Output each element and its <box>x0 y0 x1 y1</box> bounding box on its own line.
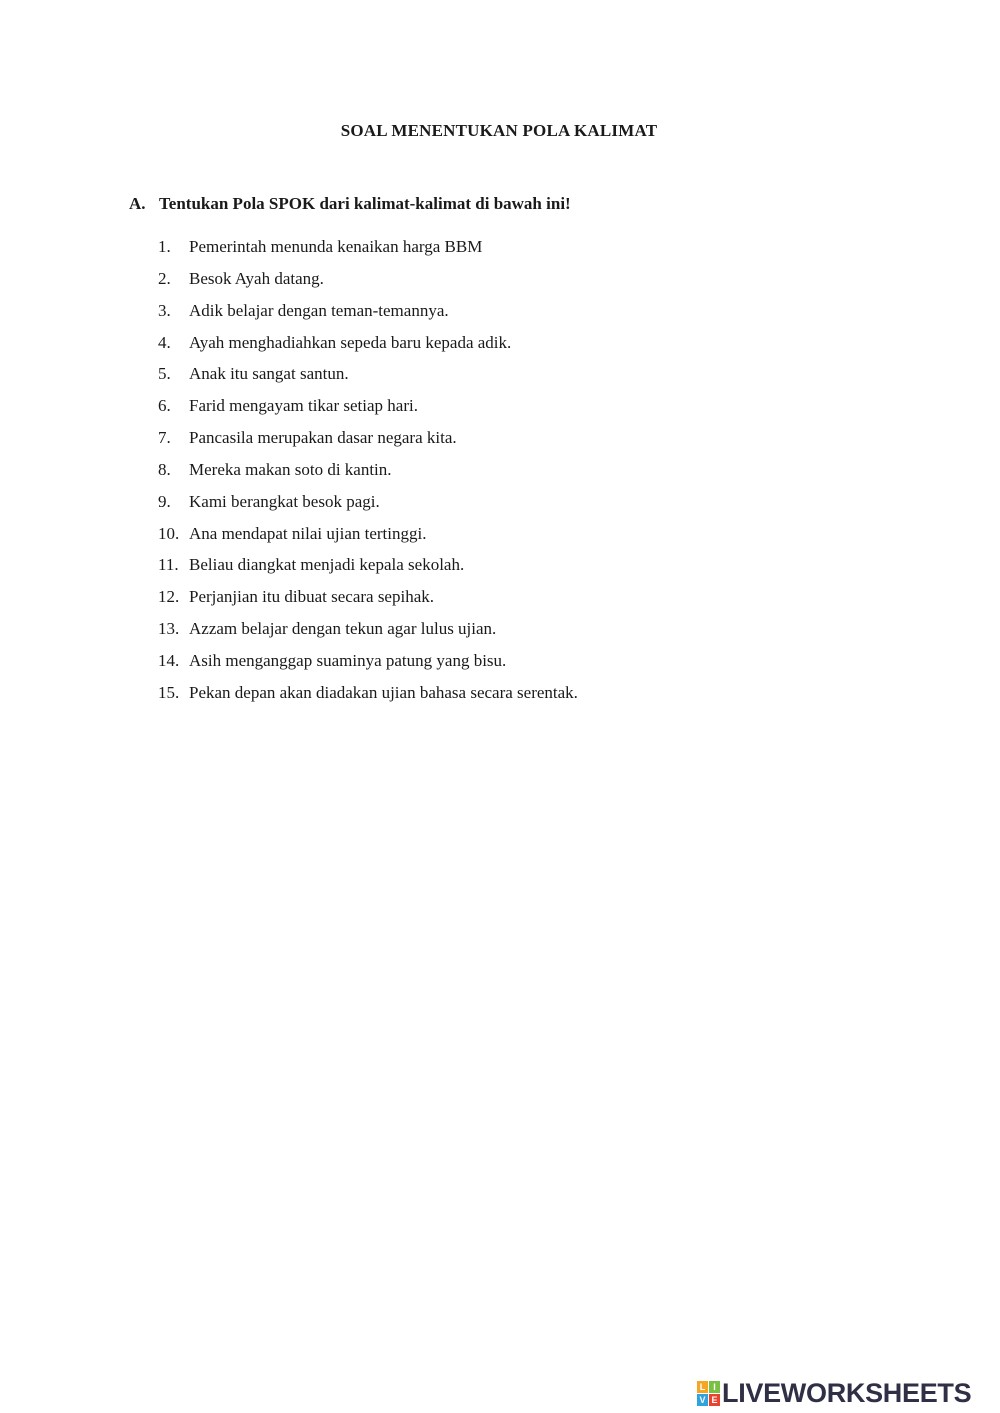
question-text: Mereka makan soto di kantin. <box>189 459 392 479</box>
logo-mark-l: L <box>697 1381 708 1393</box>
question-number: 6. <box>158 396 171 416</box>
liveworksheets-logo[interactable] <box>697 1378 971 1408</box>
logo-mark-v: V <box>697 1394 708 1406</box>
question-text: Anak itu sangat santun. <box>189 364 349 384</box>
question-text: Besok Ayah datang. <box>189 268 324 288</box>
question-number: 14. <box>158 650 180 670</box>
question-number: 3. <box>158 300 171 320</box>
page-title-text: SOAL MENENTUKAN POLA KALIMAT <box>340 121 658 140</box>
question-text: Farid mengayam tikar setiap hari. <box>189 396 418 416</box>
question-number: 10. <box>158 523 180 543</box>
question-number: 11. <box>158 555 179 575</box>
logo-mark-i: I <box>709 1381 720 1393</box>
section-heading <box>129 194 571 214</box>
question-text: Adik belajar dengan teman-temannya. <box>189 300 449 320</box>
page-title <box>0 121 1000 141</box>
question-item <box>158 553 578 585</box>
liveworksheets-logo-icon <box>697 1381 719 1405</box>
question-text: Pekan depan akan diadakan ujian bahasa secara serentak. <box>189 682 578 702</box>
question-item <box>158 490 578 522</box>
question-number: 7. <box>158 428 171 448</box>
question-item <box>158 617 578 649</box>
question-number: 13. <box>158 619 180 639</box>
question-item <box>158 362 578 394</box>
question-number: 15. <box>158 682 180 702</box>
question-item <box>158 649 578 681</box>
question-text: Azzam belajar dengan tekun agar lulus ujian. <box>189 619 497 639</box>
question-text: Ayah menghadiahkan sepeda baru kepada adik. <box>189 332 512 352</box>
question-number: 1. <box>158 237 171 256</box>
question-item <box>158 299 578 331</box>
question-text: Beliau diangkat menjadi kepala sekolah. <box>189 555 465 575</box>
question-text: Asih menganggap suaminya patung yang bisu. <box>189 650 507 670</box>
question-item <box>158 394 578 426</box>
question-number: 5. <box>158 364 171 384</box>
question-item <box>158 331 578 363</box>
section-letter: A. <box>129 194 146 213</box>
section-instruction: Tentukan Pola SPOK dari kalimat-kalimat di bawah ini! <box>159 194 571 213</box>
question-item <box>158 681 578 713</box>
liveworksheets-logo-text: LIVEWORKSHEETS <box>722 1377 972 1408</box>
question-number: 4. <box>158 332 171 352</box>
question-text: Perjanjian itu dibuat secara sepihak. <box>189 587 434 607</box>
question-number: 12. <box>158 587 180 607</box>
question-item <box>158 426 578 458</box>
question-number: 9. <box>158 491 171 511</box>
question-text: Kami berangkat besok pagi. <box>189 491 380 511</box>
question-number: 8. <box>158 459 171 479</box>
question-item <box>158 267 578 299</box>
question-item <box>158 235 578 267</box>
question-item <box>158 585 578 617</box>
question-text: Ana mendapat nilai ujian tertinggi. <box>189 523 427 543</box>
question-text: Pancasila merupakan dasar negara kita. <box>189 428 457 448</box>
question-text: Pemerintah menunda kenaikan harga BBM <box>189 237 483 256</box>
question-list <box>158 235 578 713</box>
logo-mark-e: E <box>709 1394 720 1406</box>
question-item <box>158 458 578 490</box>
question-number: 2. <box>158 268 171 288</box>
question-item <box>158 522 578 554</box>
